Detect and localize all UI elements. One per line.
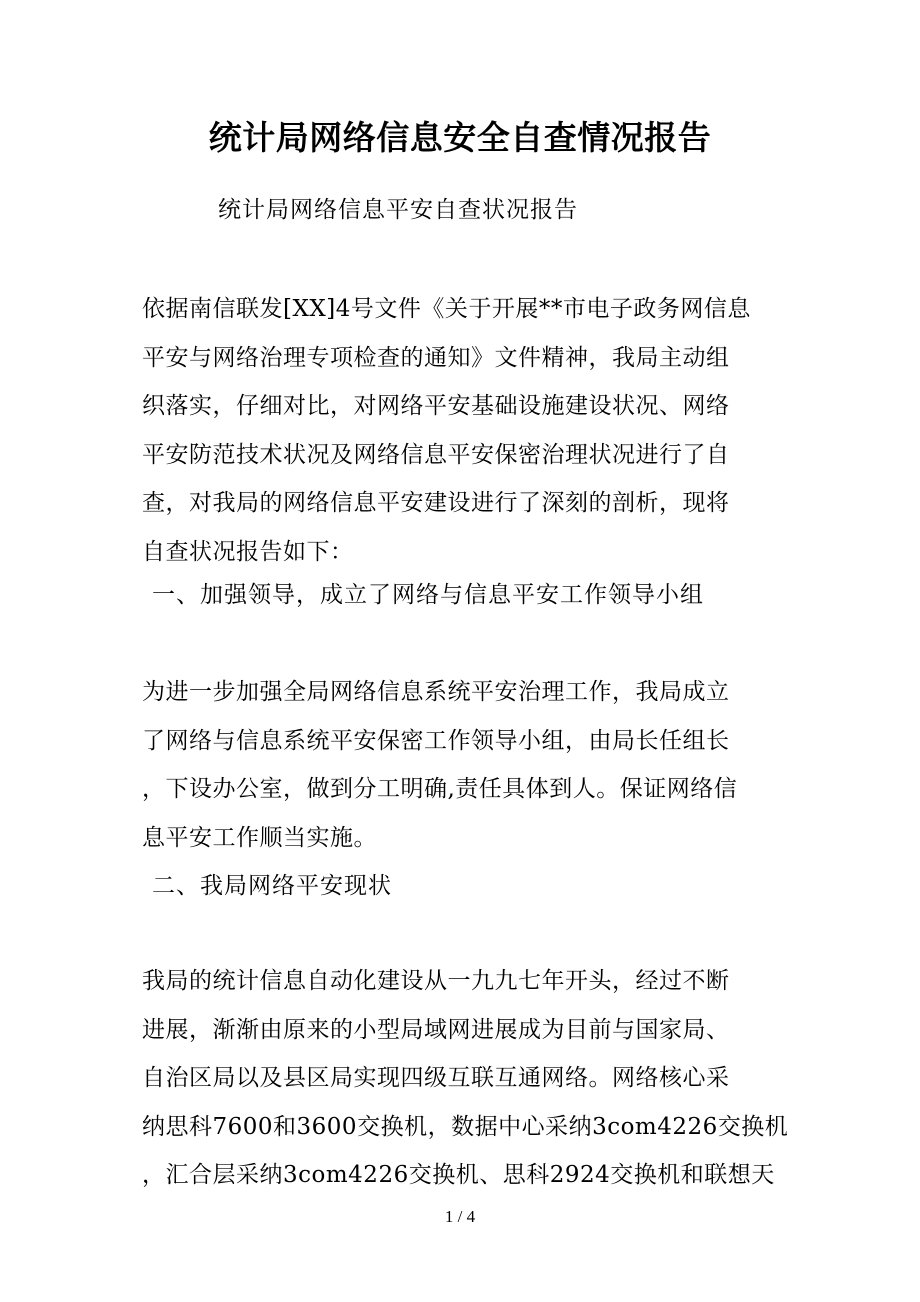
paragraph-line: 织落实，仔细对比，对网络平安基础设施建设状况、网络 — [142, 393, 730, 419]
paragraph-line: 依据南信联发[XX]4号文件《关于开展**市电子政务网信息 — [142, 296, 751, 322]
section-heading-1: 一、加强领导，成立了网络与信息平安工作领导小组 — [152, 582, 704, 608]
paragraph-line: ，汇合层采纳3com4226交换机、思科2924交换机和联想天 — [142, 1162, 775, 1188]
paragraph-section-2 — [142, 957, 789, 1200]
paragraph-line: 了网络与信息系统平安保密工作领导小组，由局长任组长 — [142, 727, 730, 754]
section-heading-2: 二、我局网络平安现状 — [152, 873, 392, 899]
paragraph-line: 平安与网络治理专项检查的通知》文件精神，我局主动组 — [142, 344, 730, 371]
paragraph-line: 平安防范技术状况及网络信息平安保密治理状况进行了自 — [142, 441, 730, 468]
paragraph-line: 查，对我局的网络信息平安建设进行了深刻的剖析，现将 — [142, 490, 730, 516]
paragraph-section-1 — [142, 668, 778, 862]
paragraph-intro — [142, 285, 778, 576]
paragraph-line: 我局的统计信息自动化建设从一九九七年开头，经过不断 — [142, 968, 730, 994]
paragraph-line: 自查状况报告如下： — [142, 538, 354, 565]
paragraph-line: ，下设办公室，做到分工明确,责任具体到人。保证网络信 — [142, 776, 738, 802]
paragraph-line: 为进一步加强全局网络信息系统平安治理工作，我局成立 — [142, 679, 730, 705]
paragraph-line: 进展，渐渐由原来的小型局域网进展成为目前与国家局、 — [142, 1016, 730, 1043]
page-number: 1 / 4 — [444, 1207, 476, 1226]
paragraph-line: 纳思科7600和3600交换机，数据中心采纳3com4226交换机 — [142, 1113, 789, 1140]
document-title: 统计局网络信息安全自查情况报告 — [208, 118, 712, 157]
document-subtitle: 统计局网络信息平安自查状况报告 — [218, 197, 578, 223]
paragraph-line: 自治区局以及县区局实现四级互联互通网络。网络核心采 — [142, 1065, 730, 1091]
paragraph-line: 息平安工作顺当实施。 — [142, 824, 377, 851]
